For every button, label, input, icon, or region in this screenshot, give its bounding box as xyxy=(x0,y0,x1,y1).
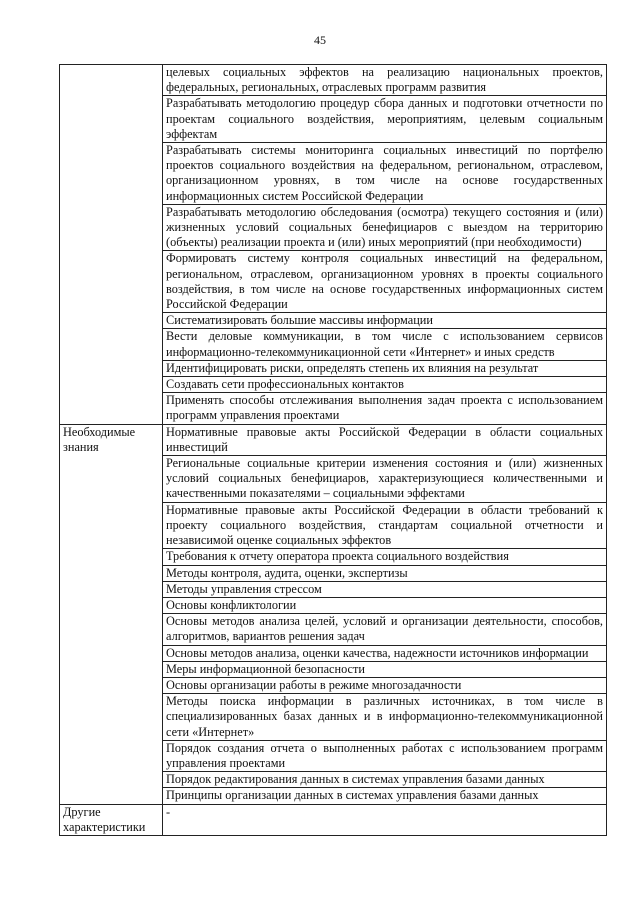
table-cell: - xyxy=(163,804,607,835)
table-cell: Методы управления стрессом xyxy=(163,581,607,597)
table-cell: Разрабатывать системы мониторинга социальных инвестиций по портфелю проектов социального воздействия на федеральном, региональном, отраслевом, организационном уровнях, в том числе на основе государственных информационных систем Российской Федерации xyxy=(163,143,607,205)
table-cell: Принципы организации данных в системах управления базами данных xyxy=(163,788,607,804)
table-row xyxy=(60,424,607,455)
table-cell: Основы организации работы в режиме многозадачности xyxy=(163,677,607,693)
table-cell: Нормативные правовые акты Российской Федерации в области требований к проекту социального воздействия, стандартам социальной отчетности и независимой оценке социальных эффектов xyxy=(163,502,607,549)
table-cell: целевых социальных эффектов на реализацию национальных проектов, федеральных, региональных, отраслевых программ развития xyxy=(163,65,607,96)
table-cell: Методы контроля, аудита, оценки, экспертизы xyxy=(163,565,607,581)
table-cell: Порядок редактирования данных в системах управления базами данных xyxy=(163,772,607,788)
table-cell: Нормативные правовые акты Российской Федерации в области социальных инвестиций xyxy=(163,424,607,455)
table-cell: Создавать сети профессиональных контактов xyxy=(163,377,607,393)
table-cell: Идентифицировать риски, определять степень их влияния на результат xyxy=(163,360,607,376)
section-label: Необходимые знания xyxy=(60,424,163,804)
requirements-table xyxy=(59,64,607,836)
table-cell: Основы методов анализа целей, условий и организации деятельности, способов, алгоритмов, вариантов решения задач xyxy=(163,614,607,645)
table-cell: Меры информационной безопасности xyxy=(163,661,607,677)
table-cell: Разрабатывать методологию процедур сбора данных и подготовки отчетности по проектам социального воздействия, мероприятиям, целевым социальным эффектам xyxy=(163,96,607,143)
page-number: 45 xyxy=(314,33,326,47)
table-cell: Разрабатывать методологию обследования (осмотра) текущего состояния и (или) жизненных условий социальных бенефициаров с выездом на территорию (объекты) реализации проекта и (или) иных мероприятий (при необходимости) xyxy=(163,204,607,251)
table-row xyxy=(60,65,607,96)
table-row xyxy=(60,804,607,835)
table-cell: Основы методов анализа, оценки качества, надежности источников информации xyxy=(163,645,607,661)
section-label: Другие характеристики xyxy=(60,804,163,835)
table-cell: Региональные социальные критерии изменения состояния и (или) жизненных условий социальных бенефициаров, характеризующиеся количественными и качественными показателями – социальными эффектами xyxy=(163,456,607,503)
table-cell: Методы поиска информации в различных источниках, в том числе в специализированных базах данных и в информационно-телекоммуникационной сети «Интернет» xyxy=(163,694,607,741)
table-cell: Требования к отчету оператора проекта социального воздействия xyxy=(163,549,607,565)
table-cell: Основы конфликтологии xyxy=(163,597,607,613)
table-cell: Применять способы отслеживания выполнения задач проекта с использованием программ управления проектами xyxy=(163,393,607,424)
section-label xyxy=(60,65,163,425)
table-cell: Вести деловые коммуникации, в том числе с использованием сервисов информационно-телекоммуникационной сети «Интернет» и иных средств xyxy=(163,329,607,360)
table-cell: Систематизировать большие массивы информации xyxy=(163,313,607,329)
table-cell: Порядок создания отчета о выполненных работах с использованием программ управления проектами xyxy=(163,740,607,771)
table-cell: Формировать систему контроля социальных инвестиций на федеральном, региональном, отраслевом, организационном уровнях в проекты социального воздействия, в том числе на основе государственных информационных систем Российской Федерации xyxy=(163,251,607,313)
